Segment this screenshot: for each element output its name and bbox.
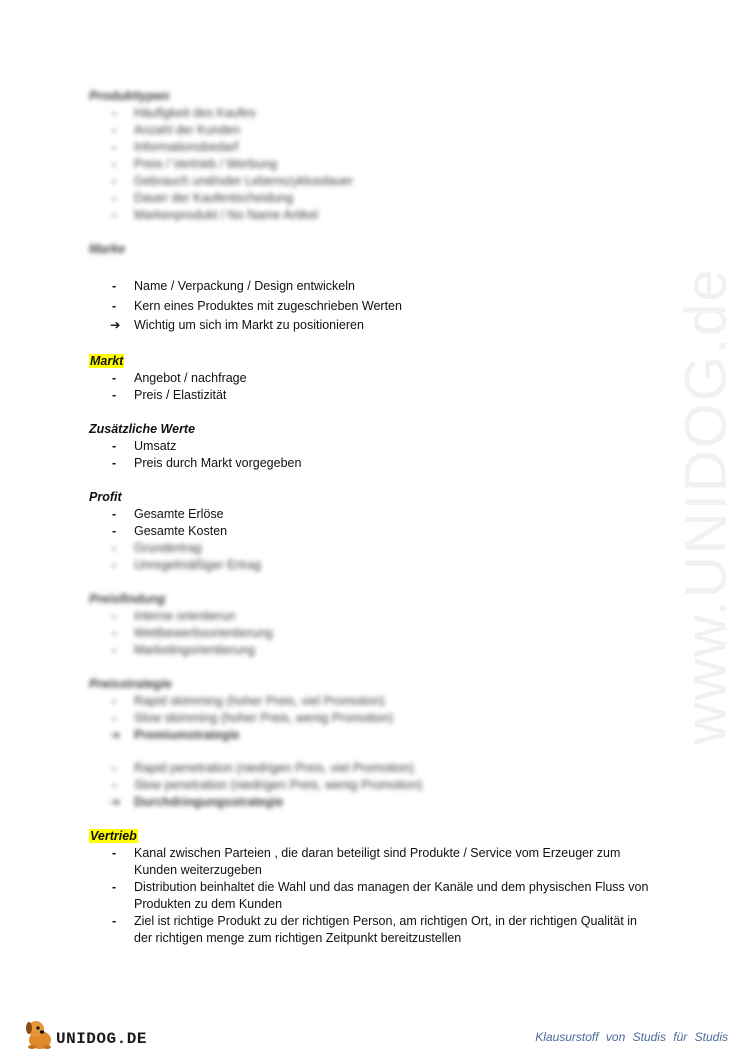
list-marke (89, 277, 679, 336)
heading-preisstrategie: Preisstrategie (89, 676, 172, 691)
list-item: - Kanal zwischen Parteien , die daran beteiligt sind Produkte / Service vom Erzeuger zum Kunden weiterzugeben (112, 845, 621, 877)
list-item: - Slow penetration (niedrigen Preis, wenig Promotion) (112, 777, 423, 792)
section-preisfindung (89, 591, 679, 659)
list-item: - Markenprodukt / No Name Artikel (112, 208, 319, 222)
list-item: - Anzahl der Kunden (112, 123, 241, 137)
list-item: - Häufigkeit des Kaufes (112, 106, 256, 120)
list-item: - Wettbewerbsorientierung (112, 625, 273, 640)
heading-produkttypen: Produkttypen (89, 89, 170, 103)
right-arrow-icon: ➔ (110, 794, 121, 809)
list-item: - Slow skimming (hoher Preis, wenig Promotion) (112, 710, 394, 725)
list-item: - Gesamte Kosten (112, 523, 228, 538)
list-item: - Gebrauch und/oder Lebenszyklusdauer (112, 174, 353, 188)
logo-text: UNIDOG.DE (56, 1030, 147, 1048)
heading-marke: Marke (89, 242, 126, 256)
list-profit (89, 506, 679, 574)
list-item: - Umsatz (112, 438, 177, 453)
footer-logo (22, 1016, 182, 1052)
heading-vertrieb: Vertrieb (90, 828, 137, 843)
list-item: - Kern eines Produktes mit zugeschrieben Werten (112, 298, 402, 313)
list-item: - Gesamte Erlöse (112, 506, 224, 521)
list-item-arrow: ➔ Durchdringungsstrategie (110, 794, 284, 809)
list-zusaetzliche-werte (89, 438, 679, 472)
list-item: - Rapid skimming (hoher Preis, viel Promotion) (112, 693, 385, 708)
list-item: - Name / Verpackung / Design entwickeln (112, 279, 355, 293)
list-item: - Angebot / nachfrage (112, 370, 247, 385)
heading-zusaetzliche-werte: Zusätzliche Werte (89, 421, 196, 436)
list-item: - Preis / Vertrieb / Werbung (112, 157, 277, 171)
heading-profit: Profit (89, 489, 122, 504)
list-item: - Preis durch Markt vorgegeben (112, 455, 302, 470)
list-vertrieb (89, 845, 679, 947)
footer-tagline: Klausurstoff von Studis für Studis (535, 1030, 728, 1044)
list-item: - Unregelmäßiger Ertrag (112, 557, 262, 572)
document-content (89, 88, 679, 947)
section-preisstrategie (89, 676, 679, 811)
list-item: - Grundertrag (112, 540, 202, 555)
right-arrow-icon: ➔ (110, 318, 121, 332)
heading-preisfindung: Preisfindung (89, 591, 166, 606)
list-item: - Interne orientierun (112, 608, 236, 623)
list-item-arrow: ➔ Wichtig um sich im Markt zu positionieren (89, 316, 679, 336)
list-item: - Rapid penetration (niedrigen Preis, viel Promotion) (112, 760, 415, 775)
list-item: - Marketingorientierung (112, 642, 255, 657)
right-arrow-icon: ➔ (110, 727, 121, 742)
list-item: - Dauer der Kaufentscheidung (112, 191, 294, 205)
list-item: - Distribution beinhaltet die Wahl und das managen der Kanäle und dem physischen Fluss von Produkten zu dem Kunden (112, 879, 649, 911)
list-item-arrow: ➔ Premiumstrategie (110, 727, 240, 742)
watermark: www.UNIDOG.de (673, 267, 739, 745)
list-item: - Preis / Elastizität (112, 387, 227, 402)
list-item: - Informationsbedarf (112, 140, 239, 154)
list-markt (89, 370, 679, 404)
list-item: - Ziel ist richtige Produkt zu der richtigen Person, am richtigen Ort, in der richtigen Qualität in der richtigen menge zum richtigen Zeitpunkt bereitzustellen (112, 913, 637, 945)
section-produkttypen (89, 88, 679, 224)
heading-markt: Markt (90, 353, 124, 368)
dog-mascot-icon (22, 1016, 58, 1052)
